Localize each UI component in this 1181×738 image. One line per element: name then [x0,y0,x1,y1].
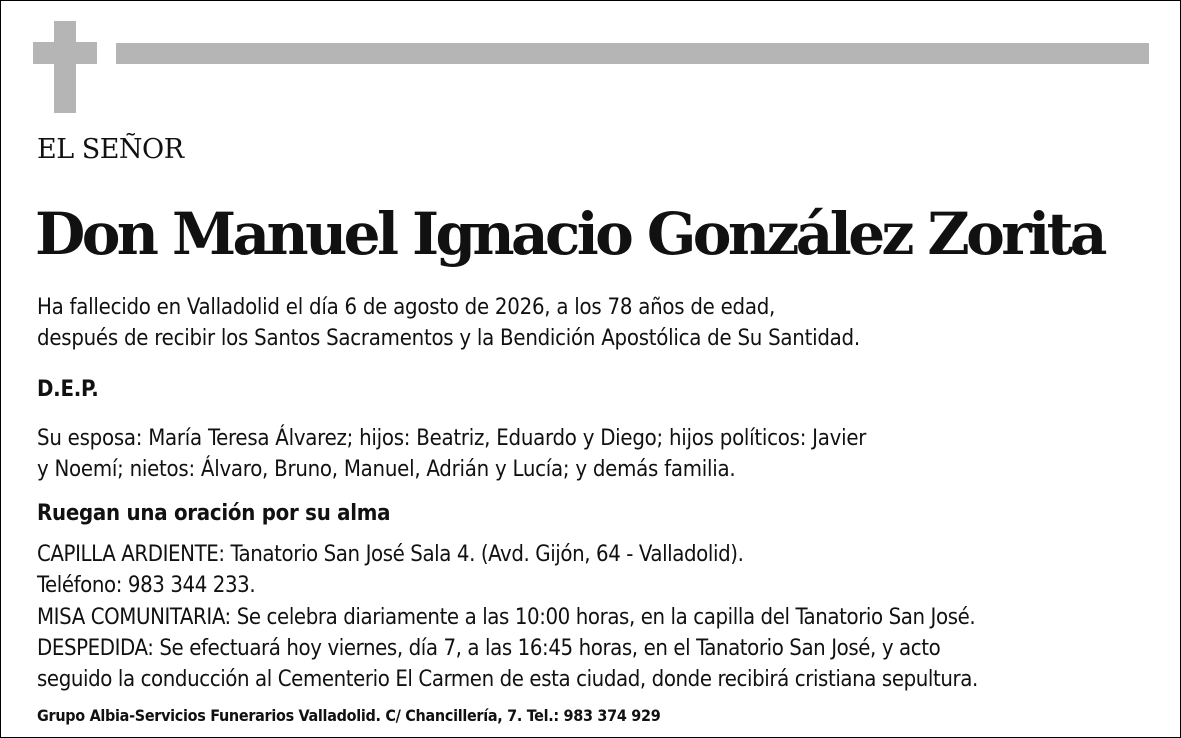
service-line: CAPILLA ARDIENTE: Tanatorio San José Sala 4. (Avd. Gijón, 64 - Valladolid). [37,542,744,567]
deceased-name: Don Manuel Ignacio González Zorita [35,200,1104,268]
service-line: seguido la conducción al Cementerio El Carmen de esta ciudad, donde recibirá cristiana sepultura. [37,667,978,693]
family-line: y Noemí; nietos: Álvaro, Bruno, Manuel, Adrián y Lucía; y demás familia. [37,457,736,482]
death-announcement [37,292,1167,354]
rip-text: D.E.P. [37,377,99,402]
header-rule [116,43,1149,64]
family-list [37,423,1167,485]
service-line: DESPEDIDA: Se efectuará hoy viernes, día 7, a las 16:45 horas, en el Tanatorio San José, y acto [37,635,941,661]
funeral-home-footer: Grupo Albia-Servicios Funerarios Valladolid. C/ Chancillería, 7. Tel.: 983 374 929 [37,706,661,725]
service-line: MISA COMUNITARIA: Se celebra diariamente a las 10:00 horas, en la capilla del Tanatorio San José. [37,604,976,630]
service-details [37,539,1167,695]
prayer-request: Ruegan una oración por su alma [37,501,391,526]
family-line: Su esposa: María Teresa Álvarez; hijos: Beatriz, Eduardo y Diego; hijos políticos: Javier [37,426,867,451]
service-line: Teléfono: 983 344 233. [37,573,256,599]
announcement-line: después de recibir los Santos Sacramentos y la Bendición Apostólica de Su Santidad. [37,326,860,351]
honorific: EL SEÑOR [37,134,184,165]
cross-horizontal-bar [33,42,97,64]
cross-vertical-bar [54,21,76,113]
announcement-line: Ha fallecido en Valladolid el día 6 de agosto de 2026, a los 78 años de edad, [37,295,776,320]
